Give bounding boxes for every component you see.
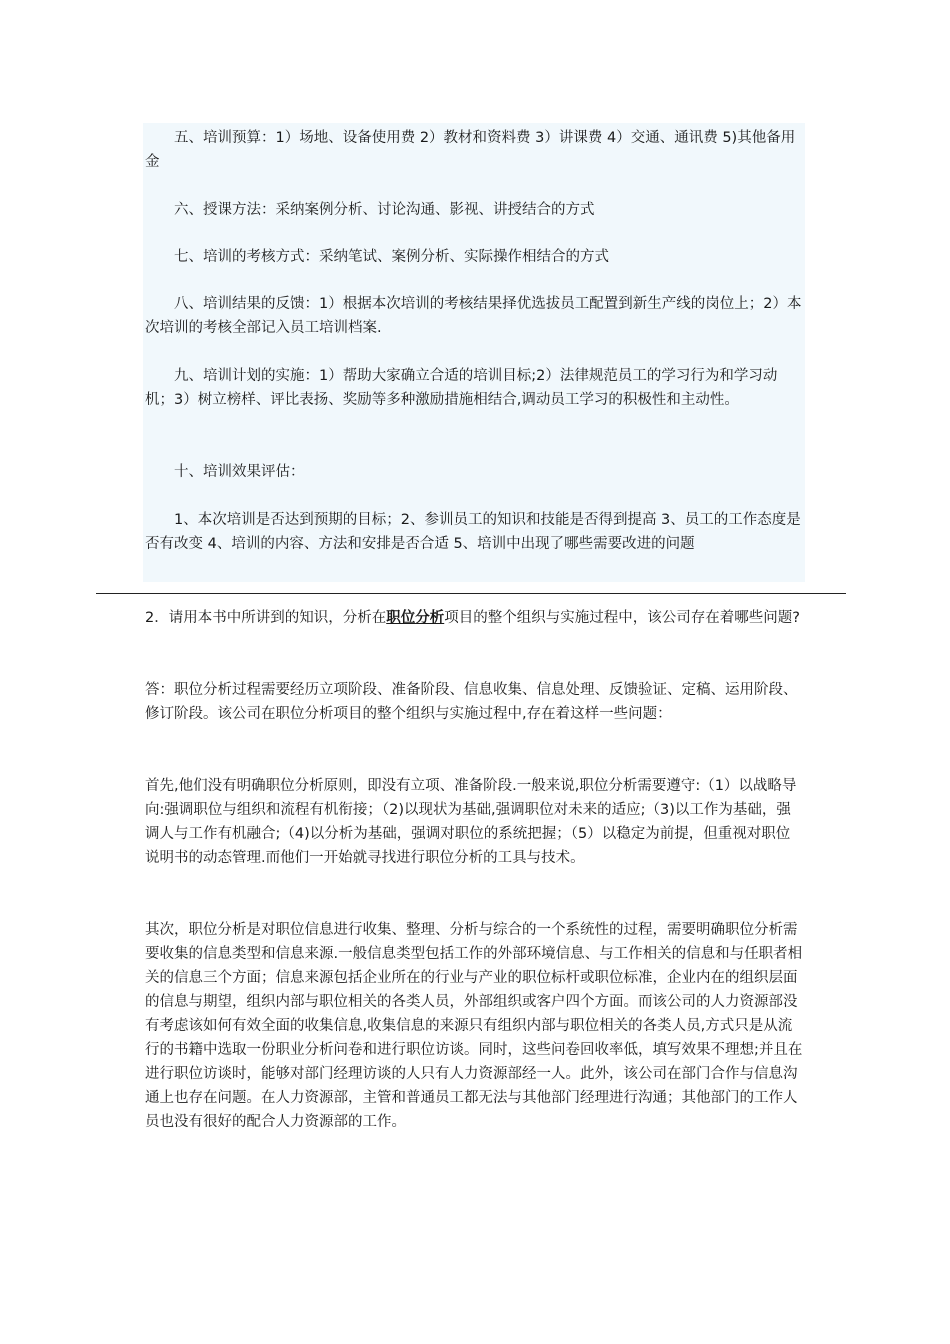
paragraph-result-feedback: 八、培训结果的反馈：1）根据本次培训的考核结果择优选拔员工配置到新生产线的岗位上；2）本次培训的考核全部记入员工培训档案.	[145, 296, 802, 336]
paragraph-plan-implementation: 九、培训计划的实施：1）帮助大家确立合适的培训目标;2）法律规范员工的学习行为和学习动机；3）树立榜样、评比表扬、奖励等多种激励措施相结合,调动员工学习的积极性和主动性。	[145, 368, 778, 408]
paragraph-teaching-method: 六、授课方法：采纳案例分析、讨论沟通、影视、讲授结合的方式	[174, 202, 595, 218]
paragraph-training-budget: 五、培训预算：1）场地、设备使用费 2）教材和资料费 3）讲课费 4）交通、通讯费 5)其他备用金	[145, 130, 796, 170]
job-analysis-link[interactable]: 职位分析	[386, 610, 445, 626]
paragraph-effect-evaluation-items: 1、本次培训是否达到预期的目标；2、参训员工的知识和技能是否得到提高 3、员工的工作态度是否有改变 4、培训的内容、方法和安排是否合适 5、培训中出现了哪些需要改进的问题	[145, 512, 801, 552]
paragraph-effect-evaluation-heading: 十、培训效果评估：	[174, 464, 305, 480]
answer-intro: 答：职位分析过程需要经历立项阶段、准备阶段、信息收集、信息处理、反馈验证、定稿、运用阶段、修订阶段。该公司在职位分析项目的整个组织与实施过程中,存在着这样一些问题：	[145, 682, 798, 722]
question-prefix: 2．请用本书中所讲到的知识，分析在	[145, 610, 387, 626]
question-2	[145, 606, 803, 630]
answer-second-point: 其次，职位分析是对职位信息进行收集、整理、分析与综合的一个系统性的过程，需要明确职位分析需要收集的信息类型和信息来源.一般信息类型包括工作的外部环境信息、与工作相关的信息和与任职者相关的信息三个方面；信息来源包括企业所在的行业与产业的职位标杆或职位标准，企业内在的组织层面的信息与期望，组织内部与职位相关的各类人员，外部组织或客户四个方面。而该公司的人力资源部没有考虑该如何有效全面的收集信息,收集信息的来源只有组织内部与职位相关的各类人员,方式只是从流行的书籍中选取一份职业分析问卷和进行职位访谈。同时，这些问卷回收率低，填写效果不理想;并且在进行职位访谈时，能够对部门经理访谈的人只有人力资源部经一人。此外，该公司在部门合作与信息沟通上也存在问题。在人力资源部，主管和普通员工都无法与其他部门经理进行沟通；其他部门的工作人员也没有很好的配合人力资源部的工作。	[145, 922, 803, 1130]
horizontal-divider	[96, 593, 846, 594]
answer-first-point: 首先,他们没有明确职位分析原则，即没有立项、准备阶段.一般来说,职位分析需要遵守:（1）以战略导向:强调职位与组织和流程有机衔接；（2)以现状为基础,强调职位对未来的适应;（3)以工作为基础，强调人与工作有机融合;（4)以分析为基础，强调对职位的系统把握；（5）以稳定为前提，但重视对职位说明书的动态管理.而他们一开始就寻找进行职位分析的工具与技术。	[145, 778, 797, 866]
paragraph-assessment-method: 七、培训的考核方式：采纳笔试、案例分析、实际操作相结合的方式	[174, 249, 609, 265]
question-suffix: 项目的整个组织与实施过程中，该公司存在着哪些问题?	[444, 610, 800, 626]
